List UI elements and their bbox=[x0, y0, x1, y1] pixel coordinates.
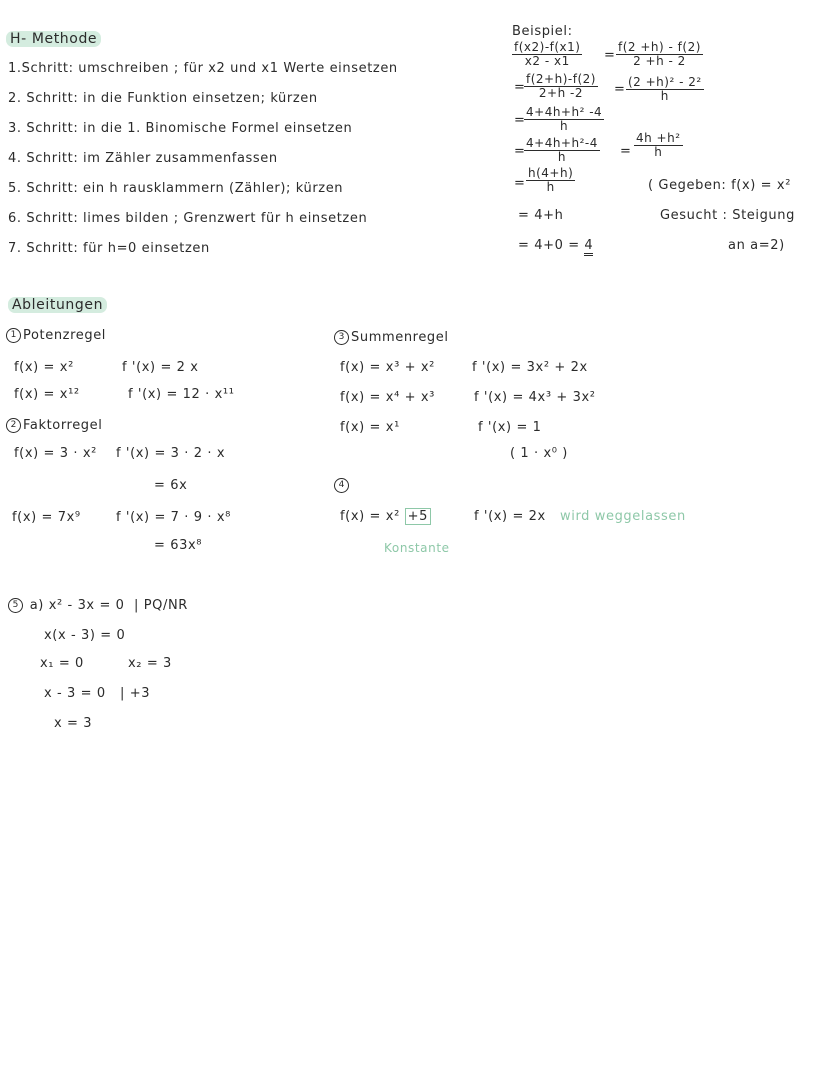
power-rule-function-2: f(x) = x¹² bbox=[14, 387, 80, 402]
power-rule-heading bbox=[6, 328, 106, 344]
factor-rule-function-1: f(x) = 3 · x² bbox=[14, 446, 97, 461]
example-wanted: Gesucht : Steigung bbox=[660, 208, 795, 223]
sum-rule-derivative-1: f '(x) = 3x² + 2x bbox=[472, 360, 588, 375]
example-equals: = bbox=[514, 176, 526, 191]
factor-rule-derivative-2: f '(x) = 7 · 9 · x⁸ bbox=[116, 510, 231, 525]
example-at: an a=2) bbox=[728, 238, 785, 253]
factor-rule-label: Faktorregel bbox=[23, 418, 103, 433]
constant-derivative: f '(x) = 2x bbox=[474, 509, 546, 524]
constant-number: 4 bbox=[334, 478, 349, 493]
example-equals: = bbox=[614, 82, 626, 97]
power-rule-derivative-1: f '(x) = 2 x bbox=[122, 360, 199, 375]
example-equals: = bbox=[604, 48, 616, 63]
exercise-x1: x₁ = 0 bbox=[40, 656, 84, 671]
sum-rule-function-2: f(x) = x⁴ + x³ bbox=[340, 390, 435, 405]
example-fraction-1-numerator: f(x2)-f(x1) bbox=[514, 40, 581, 54]
example-fraction-5-denominator: h bbox=[560, 119, 569, 133]
h-method-step-5: 5. Schritt: ein h rausklammern (Zähler); kürzen bbox=[8, 181, 344, 196]
constant-note: wird weggelassen bbox=[560, 509, 686, 524]
exercise-line-2: x(x - 3) = 0 bbox=[44, 628, 126, 643]
h-method-step-3: 3. Schritt: in die 1. Binomische Formel einsetzen bbox=[8, 121, 353, 136]
example-fraction-2-numerator: f(2 +h) - f(2) bbox=[618, 40, 701, 54]
derivatives-title: Ableitungen bbox=[8, 297, 107, 313]
h-method-title: H- Methode bbox=[6, 31, 101, 47]
example-fraction-3-numerator: f(2+h)-f(2) bbox=[526, 72, 596, 86]
sum-rule-number: 3 bbox=[334, 330, 349, 345]
example-fraction-5-numerator: 4+4h+h² -4 bbox=[526, 105, 603, 119]
h-method-step-7: 7. Schritt: für h=0 einsetzen bbox=[8, 241, 210, 256]
exercise-line-1 bbox=[8, 598, 125, 614]
power-rule-function-1: f(x) = x² bbox=[14, 360, 74, 375]
example-fraction-8-numerator: h(4+h) bbox=[528, 166, 574, 180]
exercise-line-4: x - 3 = 0 bbox=[44, 686, 106, 701]
exercise-equation: a) x² - 3x = 0 bbox=[29, 598, 125, 613]
example-fraction-7 bbox=[634, 132, 683, 159]
exercise-hint: | PQ/NR bbox=[134, 598, 188, 613]
example-fraction-1 bbox=[512, 41, 582, 68]
power-rule-label: Potenzregel bbox=[23, 328, 107, 343]
factor-rule-heading bbox=[6, 418, 102, 434]
example-fraction-4 bbox=[626, 76, 704, 103]
example-fraction-3-denominator: 2+h -2 bbox=[538, 86, 583, 100]
example-fraction-1-denominator: x2 - x1 bbox=[524, 54, 570, 68]
sum-rule-note: ( 1 · x⁰ ) bbox=[510, 446, 568, 461]
example-title: Beispiel: bbox=[512, 24, 573, 39]
sum-rule-heading bbox=[334, 330, 449, 346]
example-equals: = bbox=[514, 80, 526, 95]
factor-rule-derivative-1: f '(x) = 3 · 2 · x bbox=[116, 446, 226, 461]
example-line-10-prefix: = 4+0 = bbox=[518, 238, 580, 253]
h-method-step-1: 1.Schritt: umschreiben ; für x2 und x1 Werte einsetzen bbox=[8, 61, 398, 76]
example-fraction-8-denominator: h bbox=[546, 180, 555, 194]
sum-rule-derivative-2: f '(x) = 4x³ + 3x² bbox=[474, 390, 596, 405]
example-fraction-6-denominator: h bbox=[557, 150, 566, 164]
h-method-step-4: 4. Schritt: im Zähler zusammenfassen bbox=[8, 151, 278, 166]
example-fraction-2 bbox=[616, 41, 703, 68]
example-equals: = bbox=[514, 113, 526, 128]
exercise-x2: x₂ = 3 bbox=[128, 656, 172, 671]
exercise-number: 5 bbox=[8, 598, 23, 613]
example-equals: = bbox=[620, 144, 632, 159]
example-fraction-4-numerator: (2 +h)² - 2² bbox=[628, 75, 702, 89]
constant-function bbox=[340, 509, 431, 525]
power-rule-number: 1 bbox=[6, 328, 21, 343]
constant-label: Konstante bbox=[384, 541, 450, 555]
constant-function-base: f(x) = x² bbox=[340, 509, 405, 524]
example-fraction-4-denominator: h bbox=[660, 89, 669, 103]
factor-rule-function-2: f(x) = 7x⁹ bbox=[12, 510, 81, 525]
example-line-9: = 4+h bbox=[518, 208, 564, 223]
factor-rule-result-2: = 63x⁸ bbox=[154, 538, 203, 553]
exercise-line-5: x = 3 bbox=[54, 716, 93, 731]
h-method-step-6: 6. Schritt: limes bilden ; Grenzwert für h einsetzen bbox=[8, 211, 368, 226]
example-given: ( Gegeben: f(x) = x² bbox=[648, 178, 792, 193]
example-fraction-3 bbox=[524, 73, 598, 100]
example-fraction-8 bbox=[526, 167, 575, 194]
constant-heading bbox=[334, 478, 351, 494]
factor-rule-result-1: = 6x bbox=[154, 478, 188, 493]
sum-rule-label: Summenregel bbox=[351, 330, 449, 345]
power-rule-derivative-2: f '(x) = 12 · x¹¹ bbox=[128, 387, 235, 402]
example-fraction-6-numerator: 4+4h+h²-4 bbox=[526, 136, 598, 150]
example-fraction-7-numerator: 4h +h² bbox=[636, 131, 681, 145]
factor-rule-number: 2 bbox=[6, 418, 21, 433]
example-fraction-2-denominator: 2 +h - 2 bbox=[633, 54, 686, 68]
example-fraction-7-denominator: h bbox=[654, 145, 663, 159]
example-equals: = bbox=[514, 144, 526, 159]
example-line-10 bbox=[518, 238, 593, 254]
example-result: 4 bbox=[584, 238, 593, 256]
h-method-step-2: 2. Schritt: in die Funktion einsetzen; kürzen bbox=[8, 91, 318, 106]
example-fraction-5 bbox=[524, 106, 604, 133]
exercise-op: | +3 bbox=[120, 686, 151, 701]
sum-rule-function-1: f(x) = x³ + x² bbox=[340, 360, 435, 375]
constant-term: +5 bbox=[405, 508, 431, 525]
sum-rule-function-3: f(x) = x¹ bbox=[340, 420, 400, 435]
sum-rule-derivative-3: f '(x) = 1 bbox=[478, 420, 542, 435]
example-fraction-6 bbox=[524, 137, 600, 164]
